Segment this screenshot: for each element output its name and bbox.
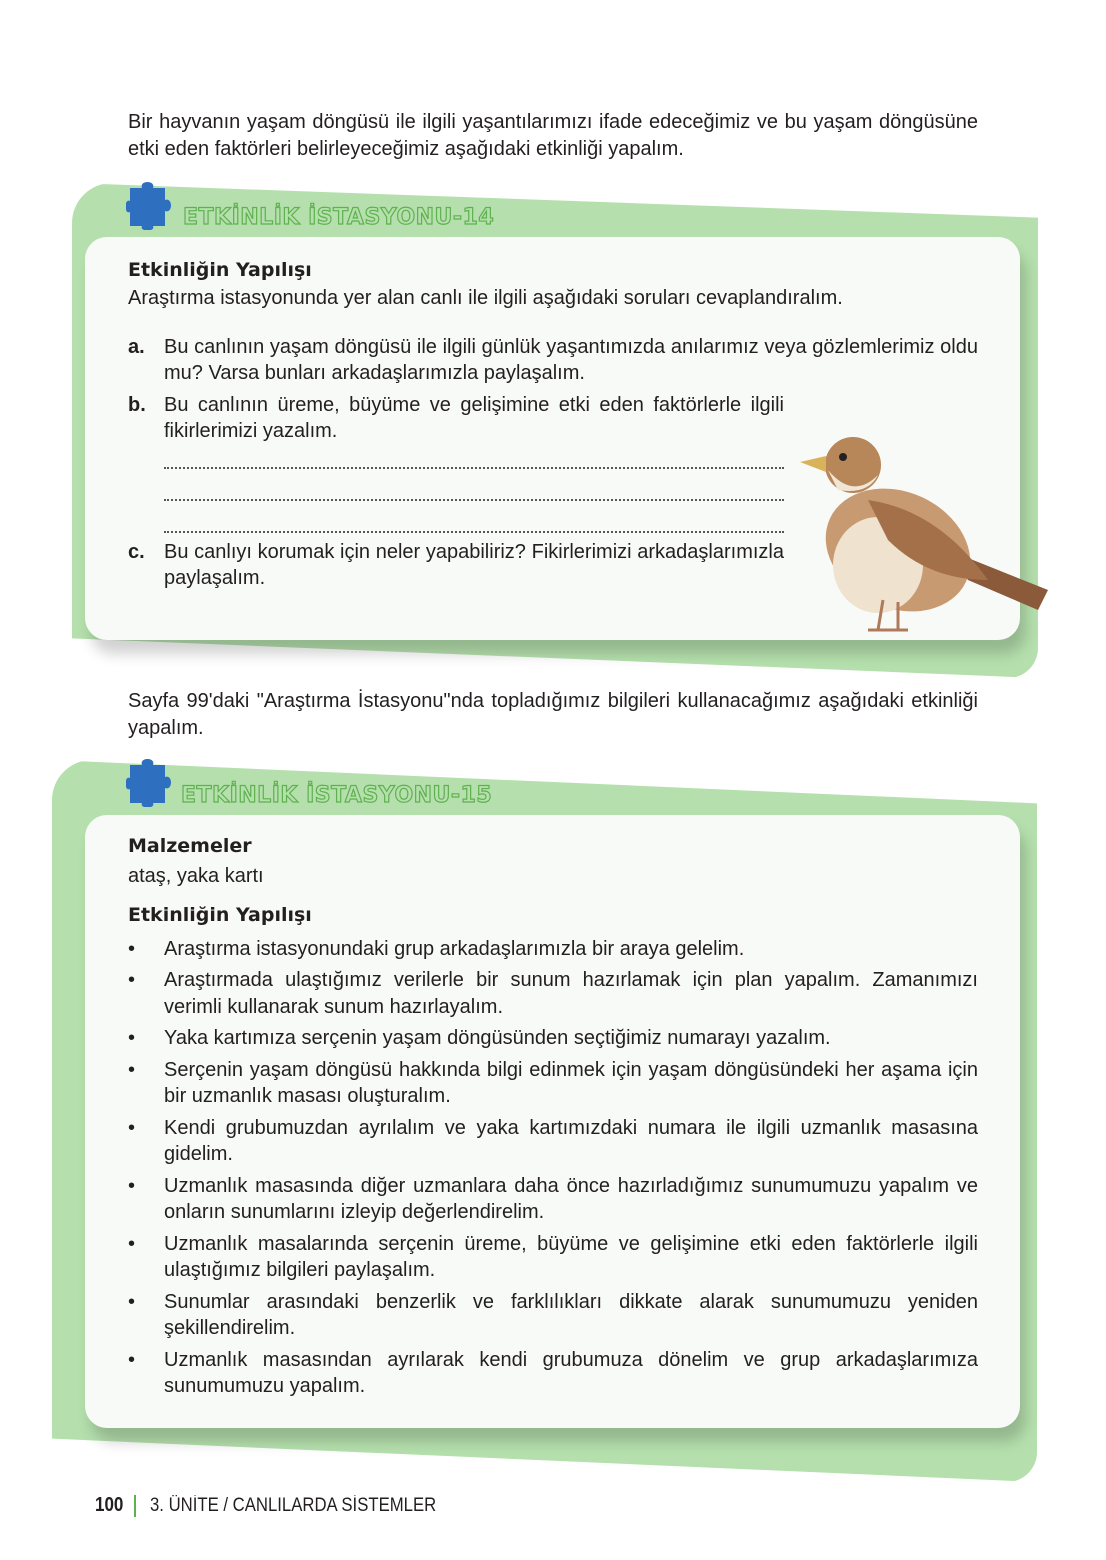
question-text: Bu canlının üreme, büyüme ve gelişimine etki eden faktörlerle ilgili fikirlerimizi yazalım. (164, 393, 784, 442)
footer-divider (134, 1495, 136, 1517)
materials-text: ataş, yaka kartı (128, 865, 264, 887)
list-item (128, 1173, 978, 1226)
question-marker: c. (128, 540, 145, 563)
bullet: • (128, 1027, 136, 1049)
bullet: • (128, 1116, 136, 1139)
list-item (128, 936, 978, 963)
station-14-title: ETKİNLİK İSTASYONU-14 (183, 205, 495, 230)
answer-line[interactable] (164, 467, 784, 469)
step-text: Araştırma istasyonundaki grup arkadaşlarımızla bir araya gelelim. (164, 937, 745, 960)
bullet: • (128, 1058, 136, 1081)
bullet: • (128, 1348, 136, 1371)
answer-line[interactable] (164, 499, 784, 501)
list-item (128, 1115, 978, 1168)
step-text: Uzmanlık masasında diğer uzmanlara daha önce hazırladığımız sunumumuzu yapalım ve onların sunumlarını izleyip değerlendirelim. (164, 1174, 978, 1223)
step-text: Kendi grubumuzdan ayrılalım ve yaka kartımızdaki numara ile ilgili uzmanlık masasına gidelim. (164, 1116, 978, 1165)
step-text: Uzmanlık masalarında serçenin üreme, büyüme ve gelişimine etki eden faktörlerle ilgili ulaştığımız bilgileri paylaşalım. (164, 1232, 978, 1281)
steps-list (128, 936, 978, 1400)
page-number: 100 (95, 1494, 124, 1516)
list-item (128, 967, 978, 1020)
question-text: Bu canlıyı korumak için neler yapabiliriz? Fikirlerimizi arkadaşlarımızla paylaşalım. (164, 540, 784, 589)
list-item (128, 1289, 978, 1342)
sparrow-illustration (798, 430, 1058, 642)
puzzle-icon (126, 178, 174, 230)
list-item (128, 1347, 978, 1400)
question-a (128, 334, 978, 387)
bullet: • (128, 1290, 136, 1313)
station-14-heading: Etkinliğin Yapılışı (128, 259, 312, 281)
page-footer (95, 1494, 476, 1517)
step-text: Uzmanlık masasından ayrılarak kendi grubumuza dönelim ve grup arkadaşlarımıza sunumumuzu yapalım. (164, 1348, 978, 1397)
question-text: Bu canlının yaşam döngüsü ile ilgili günlük yaşantımızda anılarımız veya gözlemlerimiz oldu mu? Varsa bunları arkadaşlarımızla paylaşalım. (164, 335, 978, 384)
question-marker: a. (128, 335, 145, 358)
question-c (128, 539, 784, 592)
station-14-instruction: Araştırma istasyonunda yer alan canlı ile ilgili aşağıdaki soruları cevaplandıralım. (128, 287, 843, 309)
intro-paragraph-2: Sayfa 99'daki "Araştırma İstasyonu"nda topladığımız bilgileri kullanacağımız aşağıdaki etkinliği yapalım. (128, 690, 978, 739)
list-item (128, 1057, 978, 1110)
step-text: Serçenin yaşam döngüsü hakkında bilgi edinmek için yaşam döngüsündeki her aşama için bir uzmanlık masası oluşturalım. (164, 1058, 978, 1107)
bullet: • (128, 1174, 136, 1197)
station-15-card (85, 815, 1020, 1428)
question-marker: b. (128, 393, 146, 416)
bullet: • (128, 1232, 136, 1255)
step-text: Yaka kartımıza serçenin yaşam döngüsünden seçtiğimiz numarayı yazalım. (164, 1027, 831, 1049)
answer-line[interactable] (164, 531, 784, 533)
question-b (128, 392, 784, 445)
materials-heading: Malzemeler (128, 835, 252, 857)
station-15-heading: Etkinliğin Yapılışı (128, 903, 312, 926)
station-15-title: ETKİNLİK İSTASYONU-15 (181, 783, 493, 808)
step-text: Sunumlar arasındaki benzerlik ve farklılıkları dikkate alarak sunumumuzu yeniden şekillendirelim. (164, 1290, 978, 1339)
puzzle-icon (126, 755, 174, 807)
intro-paragraph-1: Bir hayvanın yaşam döngüsü ile ilgili yaşantılarımızı ifade edeceğimiz ve bu yaşam döngüsüne etki eden faktörleri belirleyeceğimiz aşağıdaki etkinliği yapalım. (128, 111, 978, 160)
bullet: • (128, 937, 136, 960)
list-item (128, 1231, 978, 1284)
list-item (128, 1025, 978, 1052)
bullet: • (128, 969, 136, 991)
step-text: Araştırmada ulaştığımız verilerle bir sunum hazırlamak için plan yapalım. Zamanımızı verimli kullanarak sunum hazırlayalım. (164, 969, 978, 1018)
unit-title: 3. ÜNİTE / CANLILARDA SİSTEMLER (150, 1494, 437, 1516)
